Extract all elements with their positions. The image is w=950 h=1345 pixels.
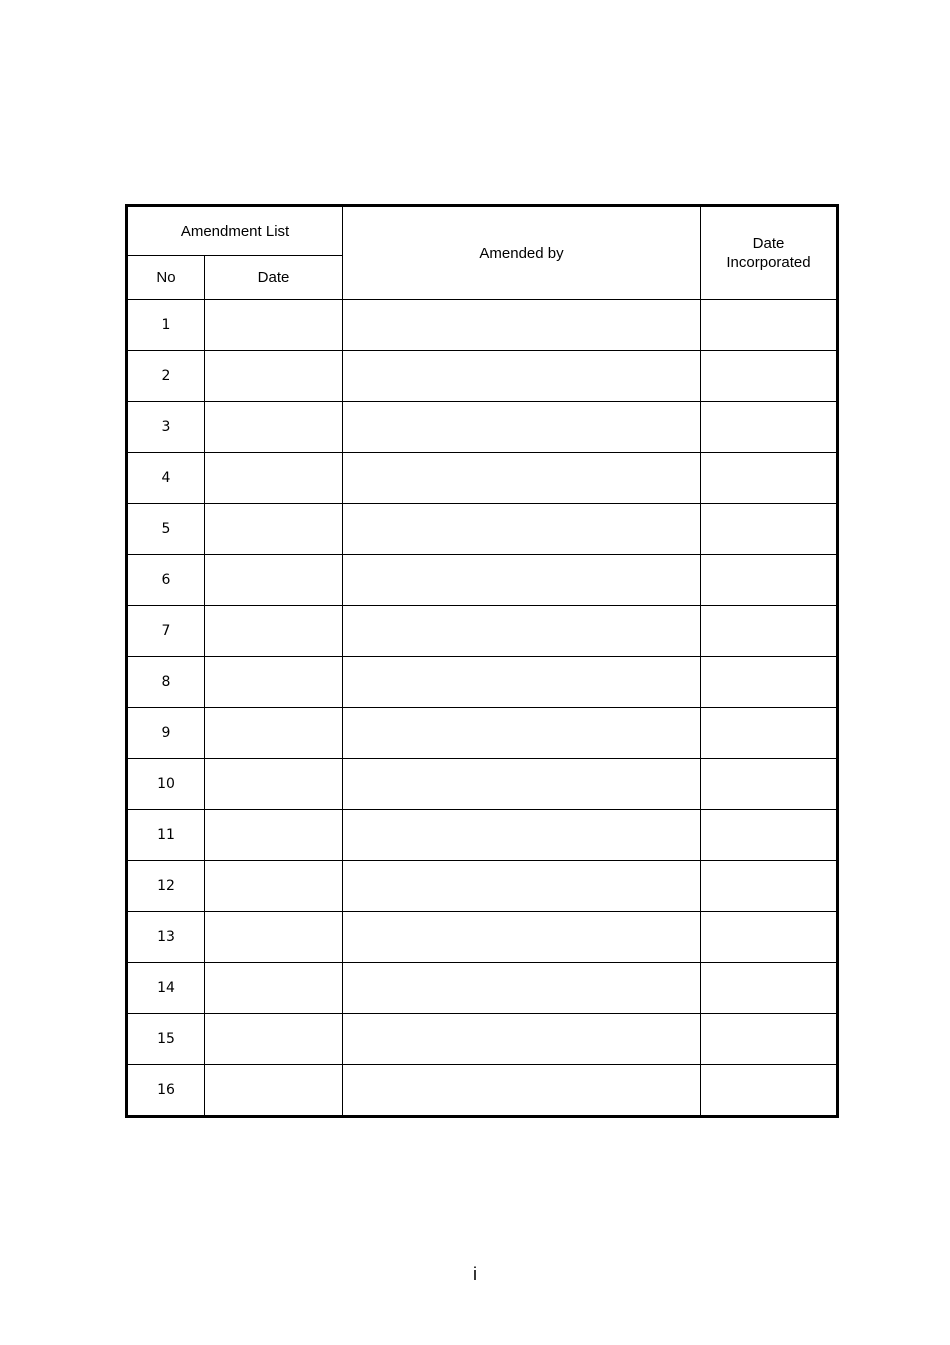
date-cell[interactable] [205,810,343,861]
table-row [127,606,838,657]
date-cell[interactable] [205,963,343,1014]
table-row [127,759,838,810]
row-number: 8 [127,657,205,708]
table-row [127,1014,838,1065]
row-number: 6 [127,555,205,606]
table-row [127,657,838,708]
date-cell[interactable] [205,300,343,351]
date-cell[interactable] [205,1014,343,1065]
date-incorporated-cell[interactable] [701,810,838,861]
date-cell[interactable] [205,657,343,708]
amended-by-cell[interactable] [343,555,701,606]
row-number: 1 [127,300,205,351]
amended-by-cell[interactable] [343,453,701,504]
amended-by-cell[interactable] [343,912,701,963]
row-number: 3 [127,402,205,453]
date-cell[interactable] [205,861,343,912]
table-row [127,555,838,606]
amended-by-cell[interactable] [343,810,701,861]
date-incorporated-cell[interactable] [701,402,838,453]
date-cell[interactable] [205,453,343,504]
row-number: 13 [127,912,205,963]
table-body [127,300,838,1117]
date-incorporated-cell[interactable] [701,1014,838,1065]
amended-by-cell[interactable] [343,657,701,708]
table-row [127,861,838,912]
row-number: 11 [127,810,205,861]
row-number: 12 [127,861,205,912]
date-cell[interactable] [205,912,343,963]
date-incorporated-cell[interactable] [701,300,838,351]
amended-by-cell[interactable] [343,300,701,351]
date-header: Date [205,256,343,300]
amended-by-cell[interactable] [343,1065,701,1117]
table-row [127,504,838,555]
table-row [127,351,838,402]
date-incorporated-header [701,206,838,300]
date-incorporated-cell[interactable] [701,963,838,1014]
amended-by-cell[interactable] [343,1014,701,1065]
row-number: 9 [127,708,205,759]
date-incorporated-cell[interactable] [701,351,838,402]
table-header [127,206,838,300]
amended-by-cell[interactable] [343,759,701,810]
date-incorporated-line2: Incorporated [726,254,811,271]
amended-by-cell[interactable] [343,606,701,657]
row-number: 14 [127,963,205,1014]
amended-by-cell[interactable] [343,708,701,759]
date-cell[interactable] [205,351,343,402]
row-number: 7 [127,606,205,657]
date-cell[interactable] [205,1065,343,1117]
amendment-list-header: Amendment List [127,206,343,256]
table-row [127,1065,838,1117]
date-cell[interactable] [205,555,343,606]
amended-by-cell[interactable] [343,402,701,453]
date-incorporated-cell[interactable] [701,861,838,912]
page-number: i [473,1264,477,1284]
table-row [127,453,838,504]
amended-by-cell[interactable] [343,351,701,402]
date-incorporated-cell[interactable] [701,1065,838,1117]
table-row [127,912,838,963]
amended-by-cell[interactable] [343,504,701,555]
date-incorporated-line1: Date [752,235,785,252]
date-cell[interactable] [205,402,343,453]
row-number: 4 [127,453,205,504]
amendment-table [125,204,839,1118]
date-cell[interactable] [205,504,343,555]
row-number: 2 [127,351,205,402]
date-cell[interactable] [205,759,343,810]
date-incorporated-cell[interactable] [701,504,838,555]
date-incorporated-cell[interactable] [701,606,838,657]
no-header: No [127,256,205,300]
date-incorporated-cell[interactable] [701,912,838,963]
date-cell[interactable] [205,606,343,657]
row-number: 15 [127,1014,205,1065]
date-incorporated-cell[interactable] [701,555,838,606]
amended-by-cell[interactable] [343,861,701,912]
table-row [127,300,838,351]
date-cell[interactable] [205,708,343,759]
date-incorporated-cell[interactable] [701,759,838,810]
table-row [127,708,838,759]
date-incorporated-cell[interactable] [701,657,838,708]
row-number: 16 [127,1065,205,1117]
row-number: 10 [127,759,205,810]
date-incorporated-cell[interactable] [701,708,838,759]
table-row [127,810,838,861]
date-incorporated-cell[interactable] [701,453,838,504]
amended-by-header: Amended by [343,206,701,300]
amended-by-cell[interactable] [343,963,701,1014]
table-row [127,402,838,453]
row-number: 5 [127,504,205,555]
table-row [127,963,838,1014]
